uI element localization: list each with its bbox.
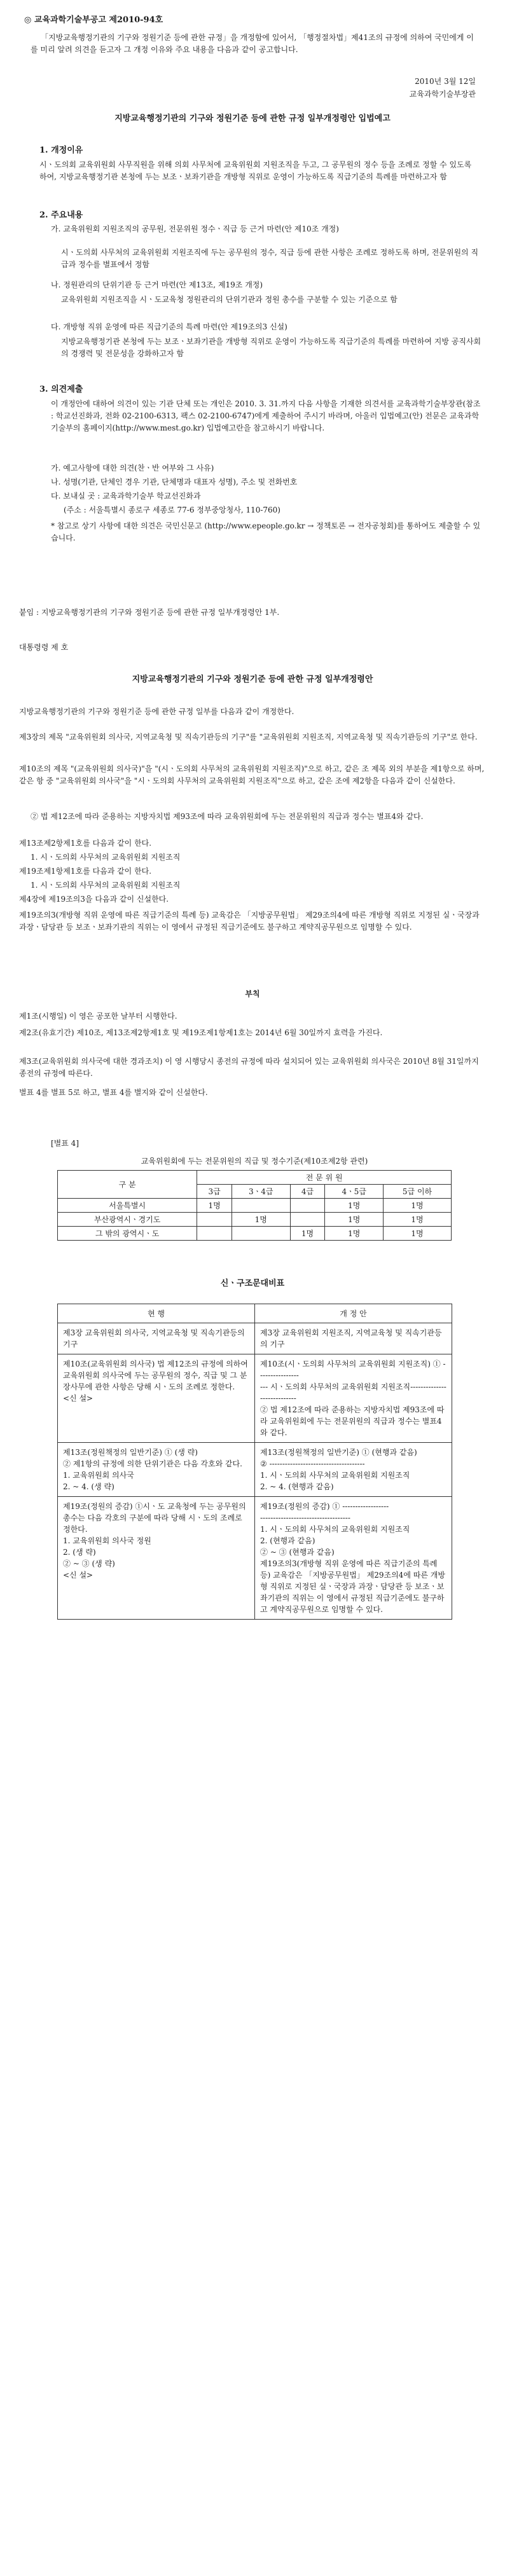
main-item-c-detail: 지방교육행정기관 본청에 두는 보조ㆍ보좌기관을 개방형 직위로 운영이 가능하도록 직급기준의 특례를 마련하여 지방 공직사회의 경쟁력 및 전문성을 강화하고자 함: [61, 337, 481, 358]
table4-cell: 1명: [325, 1213, 384, 1227]
table4-cell: [290, 1199, 325, 1213]
table4-row-name: 그 밖의 광역시ㆍ도: [58, 1227, 197, 1241]
compare-left-cell: 제19조(정원의 증감) ①시ㆍ도 교육청에 두는 공무원의 총수는 다음 각호의 구분에 따라 당해 시ㆍ도의 조례로 정한다. 1. 교육위원회 의사국 정원 2. (생 략) ② ~ ③ (생 략) <신 설>: [58, 1497, 255, 1620]
compare-right-cell: 제19조(정원의 증감) ① ------------------ ----------------------------------- 1. 시ㆍ도의회 사무처의 교육위원회 지원조직 2. (현행과 같음) ② ~ ③ (현행과 같음) 제19조의3(개방형 직위 운영에 따른 직급기준의 특례 등) 교육감은 「지방공무원법」 제29조의4에 따른 개방형 직위로 지정된 실ㆍ국장과 과장ㆍ담당관 등 보조ㆍ보좌기관의 직위는 이 영에서 규정된 직급기준에도 불구하고 계약직공무원으로 임명할 수 있다.: [255, 1497, 452, 1620]
amend-line-2: 제3장의 제목 "교육위원회 의사국, 지역교육청 및 직속기관등의 기구"를 "교육위원회 지원조직, 지역교육청 및 직속기관등의 기구"로 한다.: [19, 733, 478, 741]
opinion-body: 이 개정안에 대하여 의견이 있는 기관 단체 또는 개인은 2010. 3. 31.까지 다음 사항을 기재한 의견서를 교육과학기술부장관(참조 : 학교선진화과, 전화 02-2100-6313, 팩스 02-2100-6747)에게 제출하여 주시기 바라며, 아울러 입법예고(안) 전문은 교육과학기술부의 홈페이지(http://www.mest.go.kr) 입법예고란을 참고하시기 바랍니다.: [51, 399, 481, 432]
amend-line-4: ② 법 제12조에 따라 준용하는 지방자치법 제93조에 따라 교육위원회에 두는 전문위원의 직급과 정수는 별표4와 같다.: [31, 812, 424, 821]
opinion-item-b: 나. 성명(기관, 단체인 경우 기관, 단체명과 대표자 성명), 주소 및 전화번호: [51, 478, 298, 486]
main-item-a: 가. 교육위원회 지원조직의 공무원, 전문위원 정수ㆍ직급 등 근거 마련(안 제10조 개정): [51, 224, 339, 233]
table4-cell: 1명: [325, 1227, 384, 1241]
compare-right-header: 개 정 안: [255, 1304, 452, 1323]
table4-cell: 1명: [232, 1213, 290, 1227]
table-row: [58, 1227, 452, 1241]
table4-col-header: 4급: [290, 1185, 325, 1199]
table4-cell: [232, 1199, 290, 1213]
table4-row-name: 서울특별시: [58, 1199, 197, 1213]
table4-cell: 1명: [290, 1227, 325, 1241]
notice-intro: 「지방교육행정기관의 기구와 정원기준 등에 관한 규정」을 개정함에 있어서, 「행정절차법」제41조의 규정에 의하여 국민에게 이를 미리 알려 의견을 듣고자 그 개정 이유와 주요 내용을 다음과 같이 공고합니다.: [31, 33, 474, 54]
section-heading-main: 2. 주요내용: [39, 210, 83, 220]
amendment-title: 지방교육행정기관의 기구와 정원기준 등에 관한 규정 일부개정령안: [132, 675, 373, 684]
decree-number: 대통령령 제 호: [19, 643, 69, 652]
table4-col-header: 4ㆍ5급: [325, 1185, 384, 1199]
amend-line-10: 제19조의3(개방형 직위 운영에 따른 직급기준의 특례 등) 교육감은 「지방공무원법」 제29조의4에 따른 개방형 직위로 지정된 실ㆍ국장과 과장ㆍ담당관 등 보조ㆍ보좌기관의 직위는 이 영에서 규정된 직급기준에도 불구하고 계약직공무원으로 임명할 수 있다.: [19, 911, 480, 932]
table4-cell: [197, 1213, 232, 1227]
compare-left-cell: 제3장 교육위원회 의사국, 지역교육청 및 직속기관등의 기구: [58, 1323, 255, 1354]
opinion-item-a: 가. 예고사항에 대한 의견(찬ㆍ반 여부와 그 사유): [51, 464, 214, 472]
compare-left-cell: 제10조(교육위원회 의사국) 법 제12조의 규정에 의하여 교육위원회 의사국에 두는 공무원의 정수, 직급 및 그 분장사무에 관한 사항은 당해 시ㆍ도의 조례로 정한다. <신 설>: [58, 1354, 255, 1443]
amend-line-5: 제13조제2항제1호를 다음과 같이 한다.: [19, 839, 152, 848]
section-heading-opinion: 3. 의견제출: [39, 385, 83, 394]
table4-cell: 1명: [384, 1227, 452, 1241]
main-item-b: 나. 정원관리의 단위기관 등 근거 마련(안 제13조, 제19조 개정): [51, 280, 263, 289]
table4-cell: 1명: [384, 1199, 452, 1213]
table4-cell: [290, 1213, 325, 1227]
table4-caption: 교육위원회에 두는 전문위원의 직급 및 정수기준(제10조제2항 관련): [141, 1157, 368, 1166]
section-reason-body: 시ㆍ도의회 교육위원회 사무직원을 위해 의회 사무처에 교육위원회 지원조직을 두고, 그 공무원의 정수 등을 조례로 정할 수 있도록 하여, 지방교육행정기관 본청에 두는 보조ㆍ보좌기관을 개방형 직위로 운영이 가능하도록 직급기준의 특례를 마련하고자 함: [39, 160, 472, 181]
table-row: [58, 1443, 452, 1497]
table4-header-category: 구 분: [58, 1171, 197, 1199]
notice-title: ◎ 교육과학기술부공고 제2010-94호: [24, 15, 163, 25]
addenda-line-4: 별표 4를 별표 5로 하고, 별표 4를 별지와 같이 신설한다.: [19, 1088, 208, 1097]
table4: [57, 1170, 452, 1241]
table-row: [58, 1323, 452, 1354]
main-item-c: 다. 개방형 직위 운영에 따른 직급기준의 특례 마련(안 제19조의3 신설): [51, 322, 287, 331]
table4-cell: [232, 1227, 290, 1241]
table4-cell: 1명: [197, 1199, 232, 1213]
section-heading-reason: 1. 개정이유: [39, 146, 83, 155]
table4-row-name: 부산광역시ㆍ경기도: [58, 1213, 197, 1227]
table-row: [58, 1497, 452, 1620]
table-row: [58, 1354, 452, 1443]
addenda-heading: 부칙: [245, 989, 260, 998]
opinion-address: (주소 : 서울특별시 종로구 세종로 77-6 정부중앙청사, 110-760): [64, 506, 280, 514]
table4-col-header: 5급 이하: [384, 1185, 452, 1199]
table4-cell: [197, 1227, 232, 1241]
opinion-epeople-note: * 참고로 상기 사항에 대한 의견은 국민신문고 (http://www.epeople.go.kr → 정책토론 → 전자공청회)를 통하여도 제출할 수 있습니다.: [51, 521, 481, 542]
compare-right-cell: 제13조(정원책정의 일반기준) ① (현행과 같음) ② ------------------------------------- 1. 시ㆍ도의회 사무처의 교육위원회 지원조직 2. ~ 4. (현행과 같음): [255, 1443, 452, 1497]
amend-line-7: 제19조제1항제1호를 다음과 같이 한다.: [19, 867, 152, 876]
compare-title: 신ㆍ구조문대비표: [220, 1279, 285, 1288]
compare-left-header: 현 행: [58, 1304, 255, 1323]
doc-title: 지방교육행정기관의 기구와 정원기준 등에 관한 규정 일부개정령안 입법예고: [114, 114, 391, 123]
table4-cell: 1명: [325, 1199, 384, 1213]
table4-col-header: 3ㆍ4급: [232, 1185, 290, 1199]
compare-right-cell: 제10조(시ㆍ도의회 사무처의 교육위원회 지원조직) ① ---------------- --- 시ㆍ도의회 사무처의 교육위원회 지원조직---------------------------- ② 법 제12조에 따라 준용하는 지방자치법 제93조에 따라 교육위원회에 두는 전문위원의 직급과 정수는 별표4와 같다.: [255, 1354, 452, 1443]
compare-left-cell: 제13조(정원책정의 일반기준) ① (생 략) ② 제1항의 규정에 의한 단위기관은 다음 각호와 같다. 1. 교육위원회 의사국 2. ~ 4. (생 략): [58, 1443, 255, 1497]
amend-line-9: 제4장에 제19조의3을 다음과 같이 신설한다.: [19, 895, 169, 904]
table4-cell: 1명: [384, 1213, 452, 1227]
main-item-b-detail: 교육위원회 지원조직을 시ㆍ도교육청 정원관리의 단위기관과 정원 총수를 구분할 수 있는 기준으로 함: [61, 295, 398, 304]
main-item-a-detail: 시ㆍ도의회 사무처의 교육위원회 지원조직에 두는 공무원의 정수, 직급 등에 관한 사항은 조례로 정하도록 하며, 전문위원의 직급과 정수를 별표에서 정함: [61, 248, 479, 269]
notice-date: 2010년 3월 12일: [415, 77, 476, 86]
table-row: [58, 1199, 452, 1213]
amend-line-1: 지방교육행정기관의 기구와 정원기준 등에 관한 규정 일부를 다음과 같이 개정한다.: [19, 707, 294, 716]
amend-line-8: 1. 시ㆍ도의회 사무처의 교육위원회 지원조직: [31, 881, 181, 890]
amend-line-3: 제10조의 제목 "(교육위원회 의사국)"을 "(시ㆍ도의회 사무처의 교육위원회 지원조직)"으로 하고, 같은 조 제목 외의 부분을 제1항으로 하며, 같은 항 중 "교육위원회 의사국"을 "시ㆍ도의회 사무처의 교육위원회 지원조직"으로 하고, 같은 조에 제2항을 다음과 같이 신설한다.: [19, 764, 485, 785]
amend-line-6: 1. 시ㆍ도의회 사무처의 교육위원회 지원조직: [31, 853, 181, 862]
opinion-item-c: 다. 보내실 곳 : 교육과학기술부 학교선진화과: [51, 492, 201, 500]
notice-org: 교육과학기술부장관: [409, 90, 476, 99]
table-row: [58, 1213, 452, 1227]
compare-table: [57, 1304, 452, 1620]
table4-label: [별표 4]: [51, 1139, 79, 1148]
addenda-line-1: 제1조(시행일) 이 영은 공포한 날부터 시행한다.: [19, 1012, 177, 1021]
attachment-label: 붙임 : 지방교육행정기관의 기구와 정원기준 등에 관한 규정 일부개정령안 1부.: [19, 608, 280, 617]
compare-right-cell: 제3장 교육위원회 지원조직, 지역교육청 및 직속기관등의 기구: [255, 1323, 452, 1354]
table4-col-header: 3급: [197, 1185, 232, 1199]
addenda-line-2: 제2조(유효기간) 제10조, 제13조제2항제1호 및 제19조제1항제1호는 2014년 6월 30일까지 효력을 가진다.: [19, 1028, 383, 1037]
addenda-line-3: 제3조(교육위원회 의사국에 대한 경과조치) 이 영 시행당시 종전의 규정에 따라 설치되어 있는 교육위원회 의사국은 2010년 8월 31일까지 종전의 규정에 따른다.: [19, 1057, 479, 1078]
table4-header-group: 전 문 위 원: [197, 1171, 452, 1185]
